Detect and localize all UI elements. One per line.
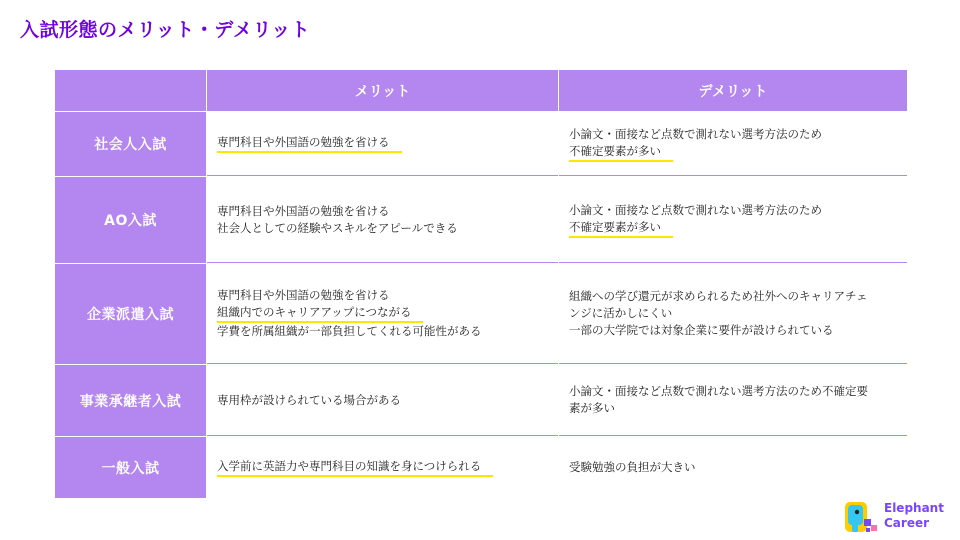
demerit-text: 不確定要素が多い (569, 143, 673, 162)
demerit-text: 小論文・面接など点数で測れない選考方法のため (569, 126, 822, 141)
row-header-jigyo-shokei: 事業承継者入試 (55, 365, 206, 436)
logo-text (884, 501, 944, 531)
demerit-text: 小論文・面接など点数で測れない選考方法のため不確定要 (569, 384, 868, 398)
merit-cell-kigyo-haken (207, 264, 558, 364)
merit-cell-jigyo-shokei (207, 365, 558, 436)
merit-cell-shakaijin (207, 112, 558, 176)
merit-text: 専門科目や外国語の勉強を省ける (217, 134, 402, 153)
demerit-cell-jigyo-shokei (559, 365, 907, 436)
demerit-column-header: デメリット (559, 70, 907, 111)
demerit-text: 受験勉強の負担が大きい (569, 460, 696, 474)
demerit-text: 不確定要素が多い (569, 219, 673, 238)
row-header-ao: AO入試 (55, 177, 206, 263)
comparison-table (55, 70, 907, 498)
table-corner-cell (55, 70, 206, 111)
demerit-text: 小論文・面接など点数で測れない選考方法のため (569, 202, 822, 217)
demerit-cell-kigyo-haken (559, 264, 907, 364)
merit-text: 専門科目や外国語の勉強を省ける (217, 288, 390, 302)
merit-text: 社会人としての経験やスキルをアピールできる (217, 220, 458, 235)
merit-cell-ao (207, 177, 558, 263)
merit-cell-ippan (207, 437, 558, 498)
row-header-shakaijin: 社会人入試 (55, 112, 206, 176)
row-header-kigyo-haken: 企業派遣入試 (55, 264, 206, 364)
elephant-logo-icon (845, 499, 879, 535)
demerit-cell-ao (559, 177, 907, 263)
merit-text: 学費を所属組織が一部負担してくれる可能性がある (217, 324, 482, 338)
demerit-cell-ippan (559, 437, 907, 498)
merit-text: 組織内でのキャリアアップにつながる (217, 304, 423, 323)
demerit-text: 一部の大学院では対象企業に要件が設けられている (569, 323, 834, 337)
merit-column-header: メリット (207, 70, 558, 111)
page-title: 入試形態のメリット・デメリット (20, 19, 311, 41)
demerit-text: 組織への学び還元が求められるため社外へのキャリアチェ (569, 289, 868, 303)
logo-line-1: Elephant (884, 501, 944, 515)
row-header-ippan: 一般入試 (55, 437, 206, 498)
elephant-career-logo (845, 499, 955, 535)
demerit-cell-shakaijin (559, 112, 907, 176)
demerit-text: ンジに活かしにくい (569, 306, 673, 320)
merit-text: 専用枠が設けられている場合がある (217, 392, 401, 407)
merit-text: 専門科目や外国語の勉強を省ける (217, 203, 390, 218)
merit-text: 入学前に英語力や専門科目の知識を身につけられる (217, 458, 493, 477)
logo-line-2: Career (884, 516, 930, 530)
demerit-text: 素が多い (569, 401, 615, 415)
